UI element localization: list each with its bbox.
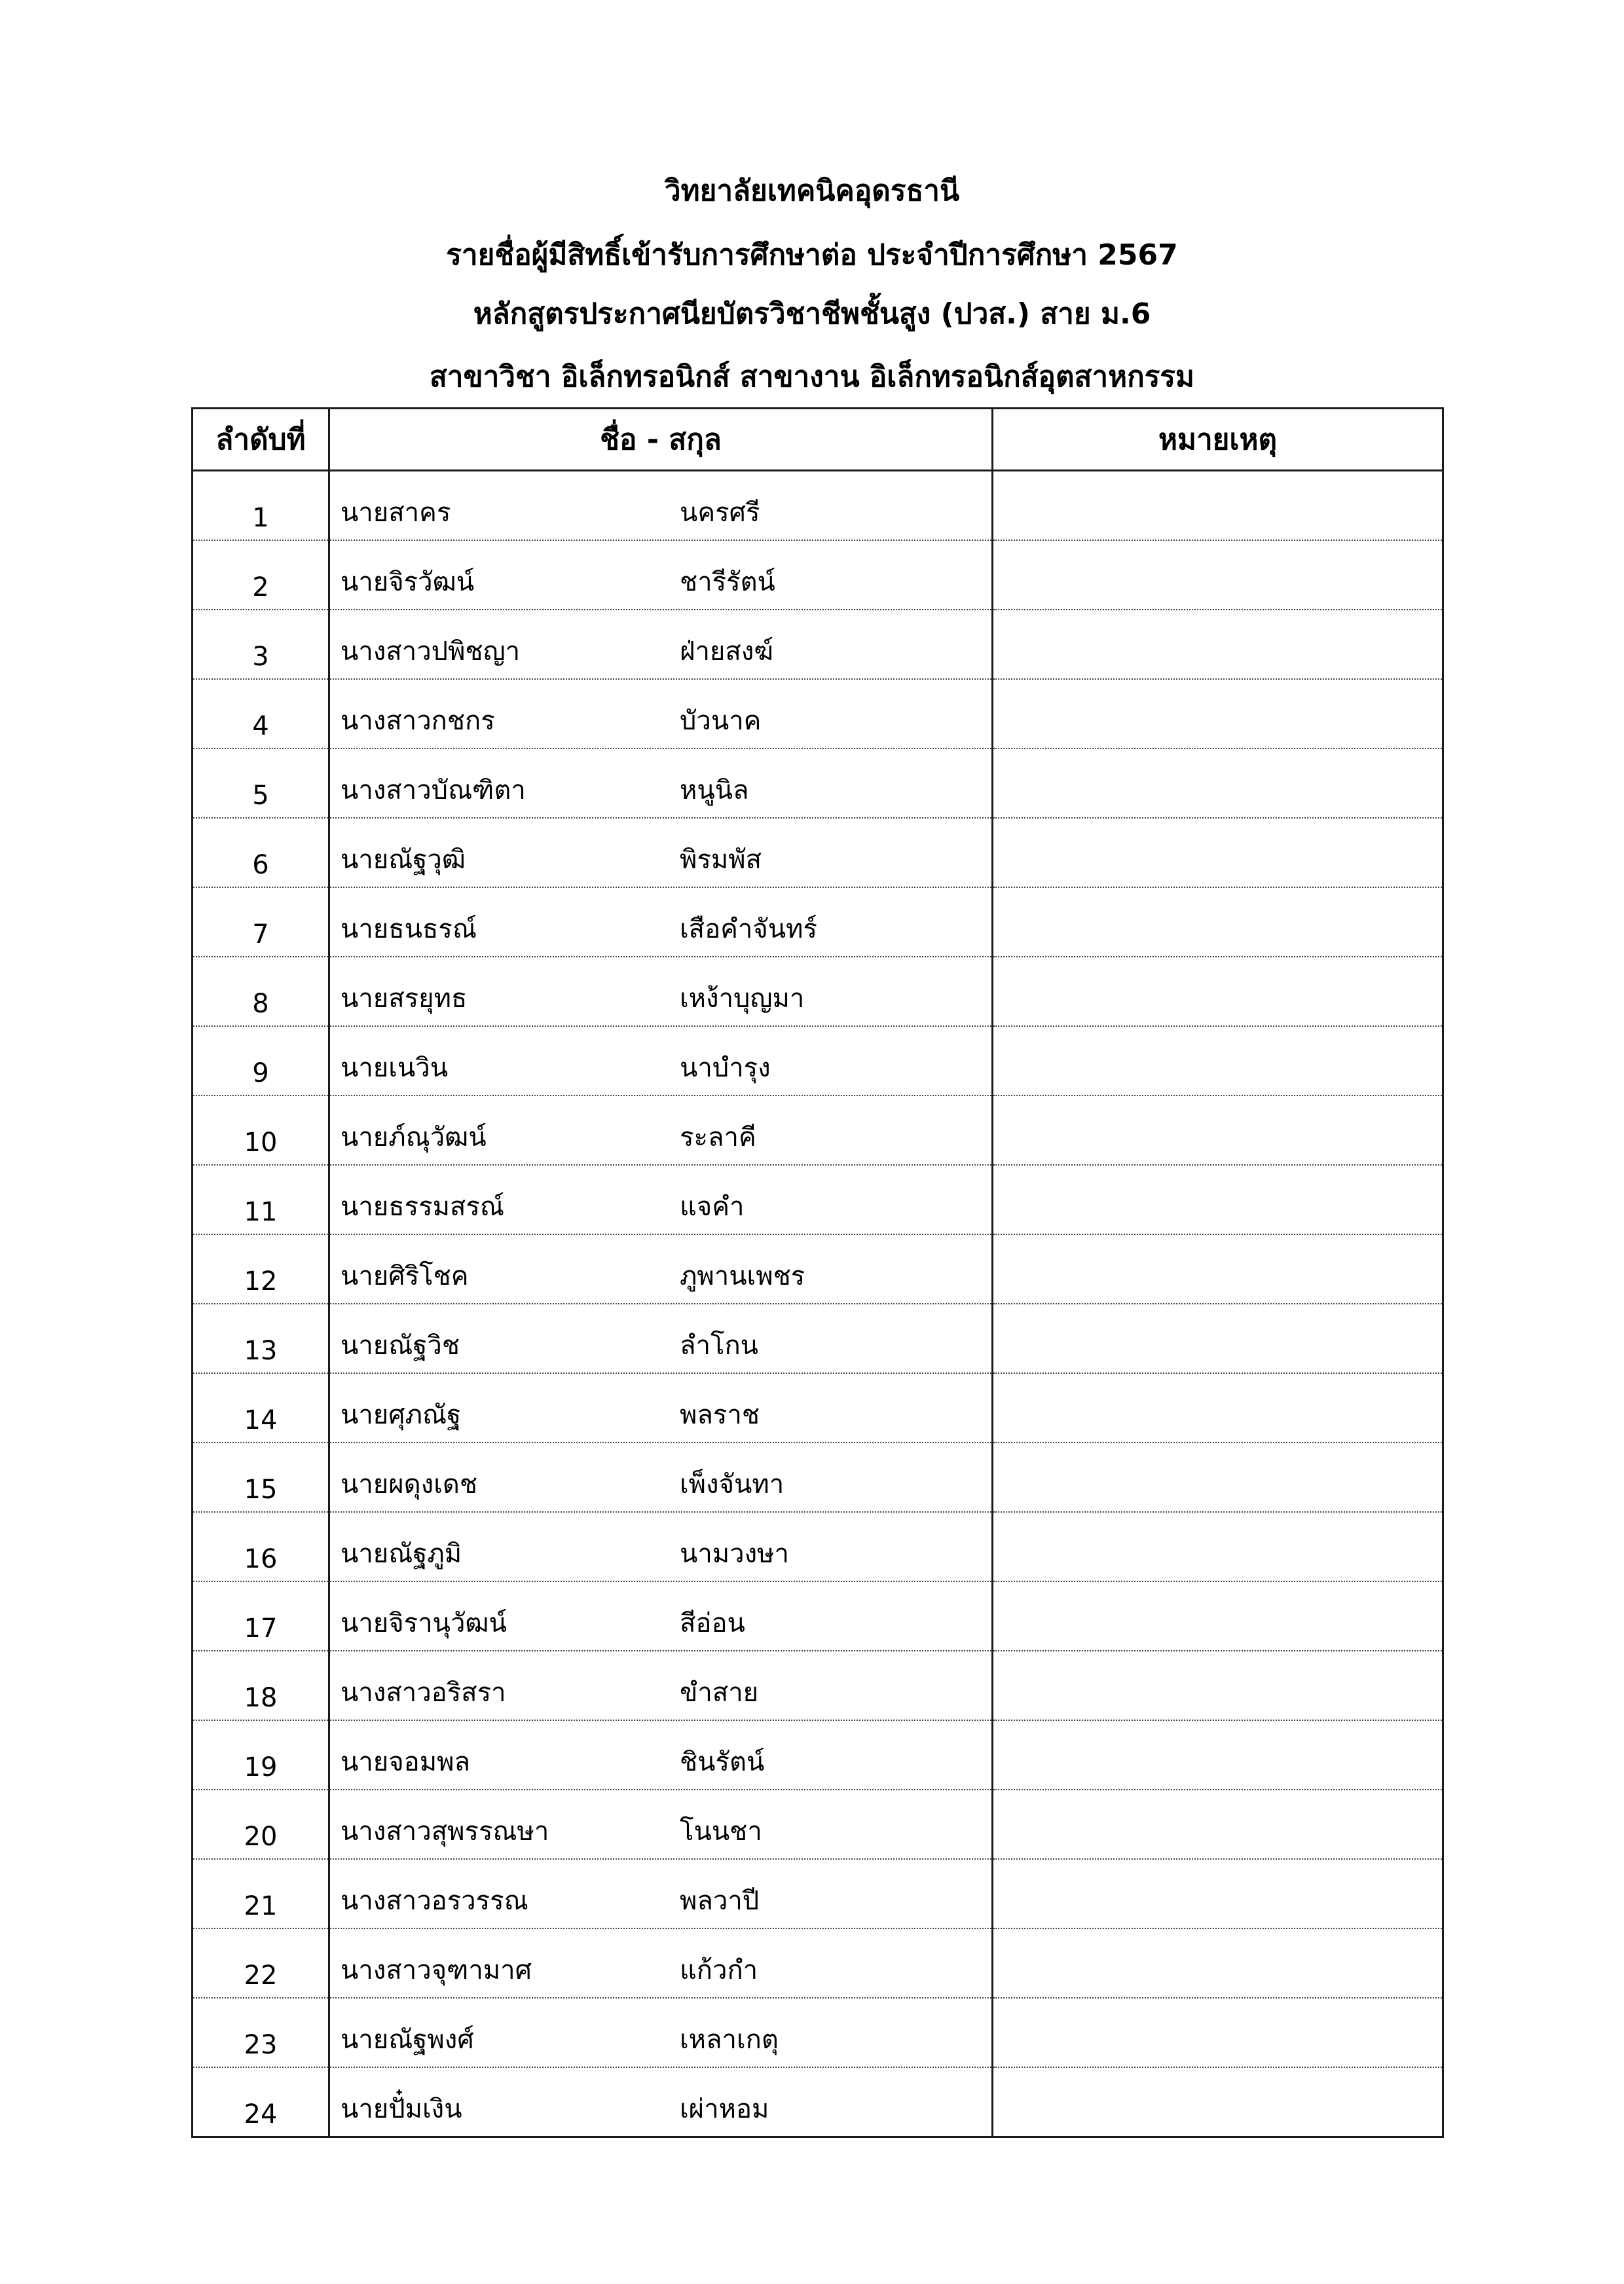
row-remark — [993, 1581, 1443, 1651]
first-name: นายปั๋มเงิน — [341, 2094, 462, 2124]
table-row — [193, 1096, 1443, 1165]
first-name: นางสาวกชกร — [341, 706, 495, 736]
row-order-number: 20 — [193, 1790, 329, 1859]
row-full-name — [329, 818, 993, 887]
first-name: นายธรรมสรณ์ — [341, 1192, 504, 1222]
first-name: นางสาวปพิชญา — [341, 636, 521, 667]
row-full-name — [329, 1165, 993, 1234]
last-name: แจคำ — [680, 1192, 745, 1222]
table-row — [193, 1581, 1443, 1651]
row-remark — [993, 818, 1443, 887]
row-order-number: 17 — [193, 1581, 329, 1651]
row-order-number: 14 — [193, 1373, 329, 1443]
table-row — [193, 818, 1443, 887]
table-row — [193, 1026, 1443, 1096]
last-name: เหง้าบุญมา — [680, 984, 805, 1014]
first-name: นายณัฐวุฒิ — [341, 845, 466, 875]
row-order-number: 9 — [193, 1026, 329, 1096]
first-name: นายสาคร — [341, 498, 451, 528]
table-row — [193, 887, 1443, 957]
row-full-name — [329, 748, 993, 818]
row-order-number: 2 — [193, 540, 329, 610]
row-order-number: 22 — [193, 1928, 329, 1998]
row-order-number: 10 — [193, 1096, 329, 1165]
row-order-number: 24 — [193, 2067, 329, 2137]
last-name: หนูนิล — [680, 775, 749, 805]
first-name: นางสาวอริสรา — [341, 1678, 506, 1708]
last-name: เพ็งจันทา — [680, 1469, 784, 1500]
table-row — [193, 748, 1443, 818]
table-row — [193, 610, 1443, 679]
row-full-name — [329, 1026, 993, 1096]
last-name: เผ่าหอม — [680, 2094, 769, 2124]
row-remark — [993, 1165, 1443, 1234]
first-name: นายณัฐวิช — [341, 1331, 460, 1361]
table-header-row — [193, 409, 1443, 471]
row-order-number: 3 — [193, 610, 329, 679]
table-row — [193, 1859, 1443, 1928]
row-full-name — [329, 1790, 993, 1859]
first-name: นางสาวอรวรรณ — [341, 1886, 528, 1916]
first-name: นางสาวสุพรรณษา — [341, 1816, 549, 1847]
row-order-number: 15 — [193, 1443, 329, 1512]
row-order-number: 16 — [193, 1512, 329, 1581]
row-full-name — [329, 2067, 993, 2137]
row-full-name — [329, 957, 993, 1026]
last-name: นครศรี — [680, 498, 760, 528]
row-full-name — [329, 471, 993, 541]
table-row — [193, 679, 1443, 748]
department-title: สาขาวิชา อิเล็กทรอนิกส์ สาขางาน อิเล็กทรอนิกส์อุตสาหกรรม — [429, 360, 1195, 394]
row-full-name — [329, 1096, 993, 1165]
table-row — [193, 1304, 1443, 1373]
row-remark — [993, 471, 1443, 541]
row-order-number: 19 — [193, 1720, 329, 1790]
table-row — [193, 1651, 1443, 1720]
last-name: ชารีรัตน์ — [680, 567, 775, 597]
first-name: นายสรยุทธ — [341, 984, 468, 1014]
row-remark — [993, 1651, 1443, 1720]
last-name: ฝ่ายสงฆ์ — [680, 636, 773, 667]
last-name: โนนชา — [680, 1816, 762, 1847]
row-full-name — [329, 1443, 993, 1512]
table-row — [193, 1720, 1443, 1790]
last-name: พลราช — [680, 1400, 760, 1430]
row-order-number: 8 — [193, 957, 329, 1026]
row-order-number: 12 — [193, 1234, 329, 1304]
table-row — [193, 1928, 1443, 1998]
institution-title: วิทยาลัยเทคนิคอุดรธานี — [664, 174, 960, 208]
row-remark — [993, 1096, 1443, 1165]
row-full-name — [329, 1928, 993, 1998]
row-remark — [993, 1304, 1443, 1373]
row-full-name — [329, 1304, 993, 1373]
row-remark — [993, 1373, 1443, 1443]
row-remark — [993, 1512, 1443, 1581]
table-row — [193, 957, 1443, 1026]
table-row — [193, 1373, 1443, 1443]
first-name: นายภ์ณุวัฒน์ — [341, 1122, 487, 1152]
table-row — [193, 540, 1443, 610]
first-name: นายธนธรณ์ — [341, 914, 477, 944]
last-name: นาบำรุง — [680, 1053, 771, 1083]
row-full-name — [329, 1373, 993, 1443]
column-header-name: ชื่อ - สกุล — [329, 409, 993, 471]
row-remark — [993, 610, 1443, 679]
row-remark — [993, 679, 1443, 748]
table-row — [193, 2067, 1443, 2137]
column-header-remark: หมายเหตุ — [993, 409, 1443, 471]
row-full-name — [329, 1720, 993, 1790]
row-full-name — [329, 1234, 993, 1304]
row-remark — [993, 1859, 1443, 1928]
row-remark — [993, 1790, 1443, 1859]
row-order-number: 7 — [193, 887, 329, 957]
row-remark — [993, 2067, 1443, 2137]
first-name: นายเนวิน — [341, 1053, 449, 1083]
list-title: รายชื่อผู้มีสิทธิ์เข้ารับการศึกษาต่อ ประจำปีการศึกษา 2567 — [446, 238, 1178, 272]
row-full-name — [329, 679, 993, 748]
first-name: นายณัฐภูมิ — [341, 1539, 462, 1569]
row-remark — [993, 540, 1443, 610]
first-name: นายจิรานุวัฒน์ — [341, 1608, 507, 1638]
table-row — [193, 471, 1443, 541]
last-name: ลำโกน — [680, 1331, 759, 1361]
first-name: นายจอมพล — [341, 1747, 470, 1777]
row-order-number: 11 — [193, 1165, 329, 1234]
row-order-number: 13 — [193, 1304, 329, 1373]
first-name: นางสาวจุฑามาศ — [341, 1955, 532, 1985]
row-full-name — [329, 1859, 993, 1928]
last-name: บัวนาค — [680, 706, 762, 736]
row-remark — [993, 957, 1443, 1026]
row-order-number: 18 — [193, 1651, 329, 1720]
row-full-name — [329, 540, 993, 610]
last-name: ชินรัตน์ — [680, 1747, 765, 1777]
first-name: นายณัฐพงศ์ — [341, 2025, 474, 2055]
row-remark — [993, 748, 1443, 818]
first-name: นายจิรวัฒน์ — [341, 567, 475, 597]
row-order-number: 23 — [193, 1998, 329, 2067]
row-remark — [993, 1026, 1443, 1096]
row-remark — [993, 887, 1443, 957]
row-remark — [993, 1928, 1443, 1998]
last-name: ภูพานเพชร — [680, 1261, 805, 1291]
row-full-name — [329, 610, 993, 679]
row-full-name — [329, 887, 993, 957]
last-name: ระลาคี — [680, 1122, 756, 1152]
row-remark — [993, 1998, 1443, 2067]
row-order-number: 4 — [193, 679, 329, 748]
table-row — [193, 1998, 1443, 2067]
row-remark — [993, 1720, 1443, 1790]
row-order-number: 5 — [193, 748, 329, 818]
last-name: พลวาปี — [680, 1886, 760, 1916]
row-full-name — [329, 1651, 993, 1720]
first-name: นายศิริโชค — [341, 1261, 469, 1291]
table-row — [193, 1512, 1443, 1581]
first-name: นายผดุงเดช — [341, 1469, 477, 1500]
table-row — [193, 1234, 1443, 1304]
program-title: หลักสูตรประกาศนียบัตรวิชาชีพชั้นสูง (ปวส.) สาย ม.6 — [473, 297, 1151, 331]
last-name: พิรมพัส — [680, 845, 762, 875]
row-order-number: 6 — [193, 818, 329, 887]
table-row — [193, 1165, 1443, 1234]
student-roster-table — [191, 407, 1444, 2138]
row-full-name — [329, 1581, 993, 1651]
last-name: สีอ่อน — [680, 1608, 745, 1638]
first-name: นายศุภณัฐ — [341, 1400, 462, 1430]
table-row — [193, 1790, 1443, 1859]
row-full-name — [329, 1998, 993, 2067]
last-name: นามวงษา — [680, 1539, 789, 1569]
row-full-name — [329, 1512, 993, 1581]
last-name: เสือคำจันทร์ — [680, 914, 817, 944]
last-name: ขำสาย — [680, 1678, 759, 1708]
first-name: นางสาวบัณฑิตา — [341, 775, 526, 805]
row-remark — [993, 1443, 1443, 1512]
table-row — [193, 1443, 1443, 1512]
row-order-number: 21 — [193, 1859, 329, 1928]
row-order-number: 1 — [193, 471, 329, 541]
last-name: แก้วกำ — [680, 1955, 758, 1985]
last-name: เหลาเกตุ — [680, 2025, 779, 2055]
table-body — [193, 471, 1443, 2137]
column-header-order: ลำดับที่ — [193, 409, 329, 471]
row-remark — [993, 1234, 1443, 1304]
